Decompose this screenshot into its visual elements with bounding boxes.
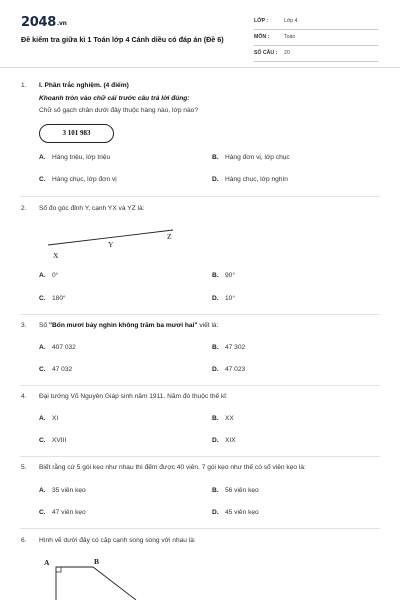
- answer-option[interactable]: [212, 176, 288, 183]
- question-text: Đại tướng Võ Nguyên Giáp sinh năm 1911. Năm đó thuộc thế kỉ:: [39, 393, 228, 400]
- option-letter: C.: [39, 176, 46, 183]
- meta-panel: [254, 16, 378, 64]
- answer-option[interactable]: [39, 344, 76, 351]
- document-title: Đề kiểm tra giữa kì 1 Toán lớp 4 Cánh diều có đáp án (Đề 6): [21, 35, 224, 44]
- option-letter: D.: [212, 437, 219, 444]
- option-text: 45 viên kẹo: [225, 509, 259, 516]
- question-number: 6.: [21, 537, 27, 544]
- option-text: XX: [225, 415, 234, 422]
- point-label-a: A: [44, 558, 50, 567]
- option-text: Hàng chục, lớp đơn vị: [52, 176, 117, 183]
- meta-value: 20: [284, 50, 290, 56]
- option-text: Hàng chục, lớp nghìn: [225, 176, 288, 183]
- answer-option[interactable]: [39, 487, 86, 494]
- answer-option[interactable]: [212, 415, 234, 422]
- answer-option[interactable]: [39, 272, 58, 279]
- option-letter: D.: [212, 366, 219, 373]
- point-label-b: B: [94, 557, 100, 566]
- question-divider: [20, 385, 380, 386]
- option-text: Hàng triệu, lớp triệu: [52, 154, 111, 161]
- answer-option[interactable]: [212, 366, 245, 373]
- logo-suffix: .vn: [56, 20, 67, 27]
- question-text: Biết rằng cứ 5 gói kẹo như nhau thì đếm được 40 viên. 7 gói kẹo như thế có số viên kẹo là:: [39, 464, 306, 471]
- option-letter: A.: [39, 487, 46, 494]
- quadrilateral-figure: [36, 555, 156, 600]
- instruction-text: Khoanh tròn vào chữ cái trước câu trả lời đúng:: [39, 95, 190, 102]
- angle-figure: [30, 225, 190, 265]
- option-letter: B.: [212, 415, 219, 422]
- answer-option[interactable]: [212, 509, 259, 516]
- option-letter: C.: [39, 437, 46, 444]
- option-text: XI: [52, 415, 59, 422]
- question-text: [39, 322, 218, 329]
- answer-option[interactable]: [39, 437, 66, 444]
- option-text: 35 viên kẹo: [52, 487, 86, 494]
- section-heading: I. Phần trắc nghiệm. (4 điểm): [39, 82, 129, 89]
- option-letter: A.: [39, 415, 46, 422]
- meta-row-count: [254, 48, 378, 62]
- option-letter: A.: [39, 344, 46, 351]
- option-letter: C.: [39, 295, 46, 302]
- option-text: 47 viên kẹo: [52, 509, 86, 516]
- option-text: 0°: [52, 272, 59, 279]
- option-letter: D.: [212, 176, 219, 183]
- question-text-bold: "Bốn mươi bảy nghìn không trăm ba mươi hai": [48, 322, 198, 329]
- answer-option[interactable]: [39, 366, 72, 373]
- site-logo[interactable]: [21, 15, 67, 30]
- question-divider: [20, 314, 380, 315]
- answer-option[interactable]: [212, 295, 235, 302]
- question-divider: [20, 196, 380, 197]
- option-text: 10°: [225, 295, 235, 302]
- question-text: Hình vẽ dưới đây có cặp cạnh song song với nhau là:: [39, 537, 196, 544]
- question-number: 2.: [21, 205, 27, 212]
- meta-label: MÔN :: [254, 34, 270, 40]
- meta-value: Toán: [284, 34, 296, 40]
- option-letter: A.: [39, 272, 46, 279]
- question-number: 5.: [21, 464, 27, 471]
- answer-option[interactable]: [39, 154, 110, 161]
- option-text: 90°: [225, 272, 235, 279]
- option-text: 47 032: [52, 366, 73, 373]
- point-label-z: Z: [167, 232, 172, 241]
- meta-row-subject: [254, 32, 378, 46]
- answer-option[interactable]: [39, 509, 86, 516]
- option-letter: D.: [212, 295, 219, 302]
- point-label-y: Y: [108, 240, 114, 249]
- option-letter: D.: [212, 509, 219, 516]
- option-text: XVIII: [52, 437, 67, 444]
- option-text: 180°: [52, 295, 66, 302]
- answer-option[interactable]: [39, 295, 66, 302]
- option-text: Hàng đơn vị, lớp chục: [225, 154, 290, 161]
- answer-option[interactable]: [212, 437, 236, 444]
- answer-option[interactable]: [212, 154, 290, 161]
- question-text-post: viết là:: [197, 322, 219, 329]
- option-text: 407 032: [52, 344, 76, 351]
- right-angle-mark: [56, 567, 61, 572]
- question-text: Chữ số gạch chân dưới đây thuộc hàng nào, lớp nào?: [39, 107, 198, 114]
- option-letter: C.: [39, 509, 46, 516]
- option-letter: A.: [39, 154, 46, 161]
- shape-edges: [56, 567, 136, 600]
- question-number: 1.: [21, 82, 27, 89]
- option-text: 47 023: [225, 366, 246, 373]
- question-text-pre: Số: [39, 322, 49, 329]
- question-number: 3.: [21, 322, 27, 329]
- question-divider: [20, 528, 380, 529]
- answer-option[interactable]: [212, 272, 235, 279]
- point-label-x: X: [53, 251, 59, 260]
- answer-option[interactable]: [212, 344, 245, 351]
- answer-option[interactable]: [39, 415, 58, 422]
- meta-value: Lớp 4: [284, 18, 298, 24]
- option-letter: B.: [212, 487, 219, 494]
- answer-option[interactable]: [39, 176, 117, 183]
- header-divider: [0, 67, 400, 68]
- answer-option[interactable]: [212, 487, 259, 494]
- meta-row-class: [254, 16, 378, 30]
- meta-label: LỚP :: [254, 18, 269, 24]
- option-text: 56 viên kẹo: [225, 487, 259, 494]
- option-text: XIX: [225, 437, 236, 444]
- option-letter: B.: [212, 272, 219, 279]
- logo-text: 2048: [21, 15, 56, 30]
- question-divider: [20, 456, 380, 457]
- option-letter: B.: [212, 344, 219, 351]
- question-number: 4.: [21, 393, 27, 400]
- option-text: 47 302: [225, 344, 246, 351]
- option-letter: C.: [39, 366, 46, 373]
- number-box: 3 101 983: [39, 124, 114, 143]
- option-letter: B.: [212, 154, 219, 161]
- question-text: Số đo góc đỉnh Y, cạnh YX và YZ là:: [39, 205, 145, 212]
- meta-label: SỐ CÂU :: [254, 50, 278, 56]
